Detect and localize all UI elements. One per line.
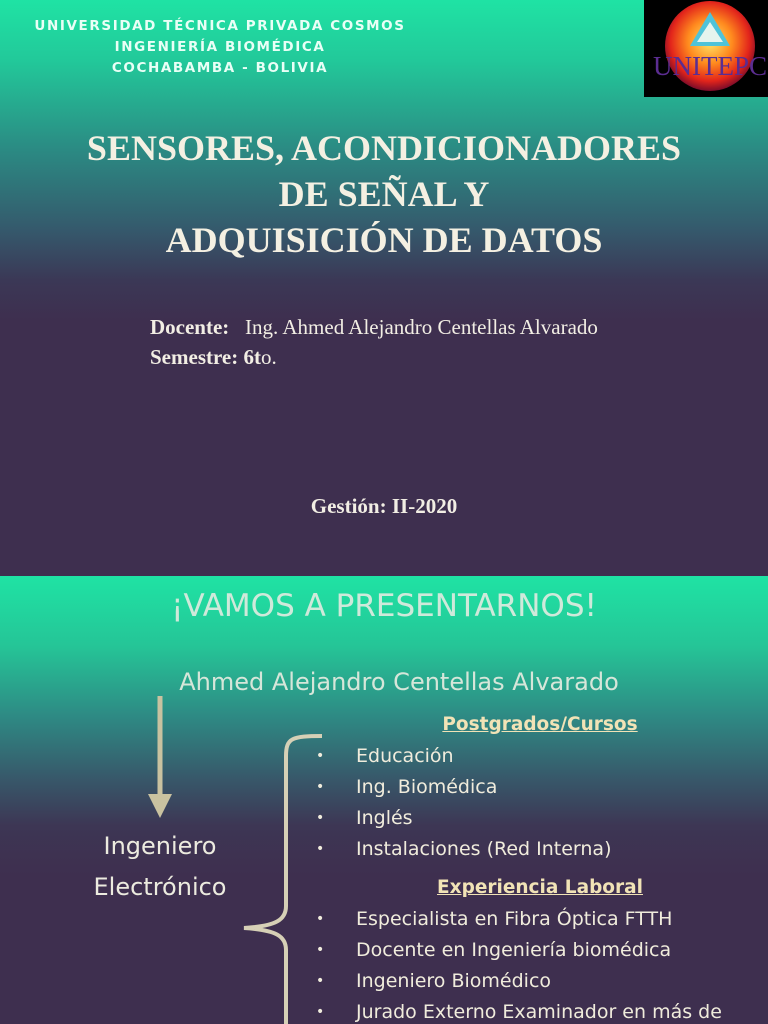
list-item: • Ing. Biomédica — [316, 772, 612, 803]
experiencia-heading: Experiencia Laboral — [437, 877, 643, 898]
list-item: • Inglés — [316, 803, 612, 834]
bullet-icon: • — [316, 1004, 325, 1020]
bullet-icon: • — [316, 841, 325, 857]
semestre-row — [150, 342, 277, 372]
list-item: • Especialista en Fibra Óptica FTTH — [316, 904, 722, 935]
university-logo — [644, 0, 768, 97]
postgrados-list — [316, 741, 612, 865]
bullet-icon: • — [316, 779, 325, 795]
gestion: Gestión: II-2020 — [310, 494, 458, 518]
role-line2: Electrónico — [93, 873, 227, 901]
bullet-icon: • — [316, 810, 325, 826]
intro-slide — [0, 576, 768, 1024]
role-label — [60, 826, 260, 908]
list-item: • Jurado Externo Examinador en más de — [316, 997, 722, 1024]
intro-title: ¡VAMOS A PRESENTARNOS! — [171, 588, 597, 624]
list-item: • Educación — [316, 741, 612, 772]
bullet-icon: • — [316, 973, 325, 989]
semestre-label: Semestre: — [150, 345, 239, 369]
semestre-value-bold: 6t — [243, 345, 261, 369]
slide-title-line3: ADQUISICIÓN DE DATOS — [165, 220, 603, 260]
docente-value: Ing. Ahmed Alejandro Centellas Alvarado — [245, 315, 598, 339]
bullet-icon: • — [316, 748, 325, 764]
list-item: • Docente en Ingeniería biomédica — [316, 935, 722, 966]
slide-title-line2: DE SEÑAL Y — [278, 174, 490, 214]
faculty-name: INGENIERÍA BIOMÉDICA — [114, 39, 326, 55]
slide-title-line1: SENSORES, ACONDICIONADORES — [86, 128, 682, 168]
city-name: COCHABAMBA - BOLIVIA — [111, 60, 329, 76]
role-line1: Ingeniero — [103, 832, 217, 860]
semestre-value-rest: o. — [261, 345, 277, 369]
down-arrow-icon — [148, 696, 172, 818]
logo-emblem — [644, 0, 768, 97]
presenter-name: Ahmed Alejandro Centellas Alvarado — [179, 668, 619, 696]
experiencia-list — [316, 904, 722, 1024]
list-item: • Instalaciones (Red Interna) — [316, 834, 612, 865]
bullet-icon: • — [316, 942, 325, 958]
bullet-icon: • — [316, 911, 325, 927]
logo-text: UNITEPC — [653, 51, 767, 81]
university-name: UNIVERSIDAD TÉCNICA PRIVADA COSMOS — [34, 18, 406, 34]
postgrados-heading: Postgrados/Cursos — [442, 714, 638, 735]
docente-row — [150, 312, 598, 342]
docente-label: Docente: — [150, 315, 230, 339]
list-item: • Ingeniero Biomédico — [316, 966, 722, 997]
